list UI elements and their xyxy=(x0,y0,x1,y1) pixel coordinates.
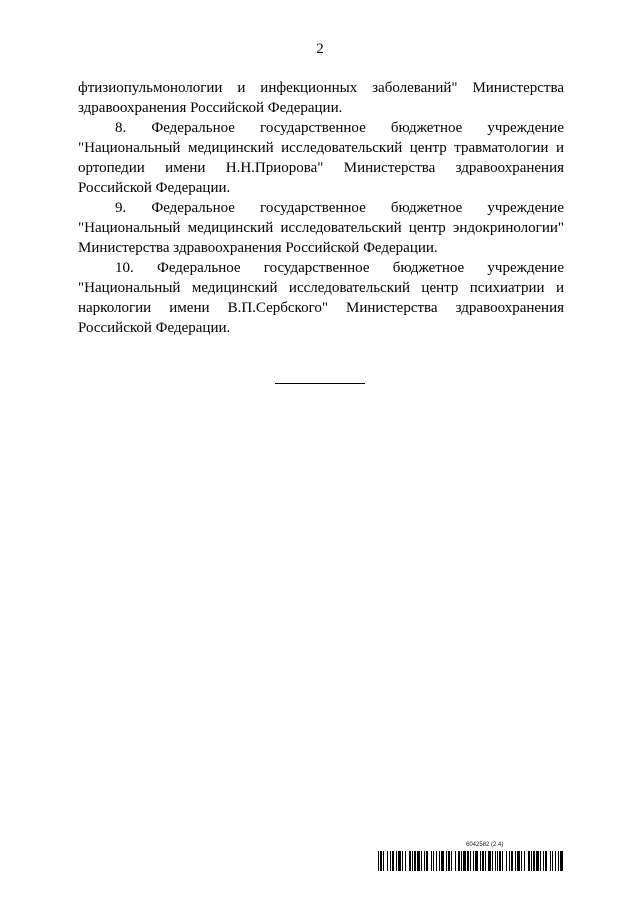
end-divider-line xyxy=(275,383,365,384)
barcode-bar xyxy=(511,851,513,871)
barcode-bar xyxy=(540,851,541,871)
barcode-bar xyxy=(517,851,520,871)
barcode-bar xyxy=(521,851,522,871)
barcode-bar xyxy=(441,851,444,871)
barcode-bar xyxy=(560,851,563,871)
paragraph-item-10: 10. Федеральное государственное бюджетное учреждение "Национальный медицинский исследовательский центр психиатрии и наркологии имени В.П.Сербского" Министерства здравоохранения Российской Федерации. xyxy=(78,260,564,336)
barcode-bar xyxy=(495,851,496,871)
barcode-bar xyxy=(436,851,437,871)
barcode-bar xyxy=(528,851,530,871)
barcode-bar xyxy=(552,851,553,871)
barcode-bar xyxy=(455,851,456,871)
paragraph-item-8: 8. Федеральное государственное бюджетное учреждение "Национальный медицинский исследовательский центр травматологии и ортопедии имени Н.Н.Приорова" Министерства здравоохранения Российской Федерации. xyxy=(78,120,564,196)
barcode-bar xyxy=(497,851,498,871)
barcode-bar xyxy=(475,851,478,871)
barcode-bar xyxy=(488,851,491,871)
barcode-bar xyxy=(378,851,379,871)
barcode-bar xyxy=(431,851,432,871)
barcode-bar xyxy=(412,851,413,871)
barcode-bar xyxy=(506,851,507,871)
document-code: 6042582 (2.4) xyxy=(466,842,504,848)
barcode-bar xyxy=(458,851,460,871)
barcode-bar xyxy=(470,851,471,871)
barcode-bar xyxy=(390,851,391,871)
barcode-bar xyxy=(387,851,388,871)
page-number: 2 xyxy=(316,41,324,57)
barcode-bar xyxy=(396,851,397,871)
barcode-bar xyxy=(558,851,559,871)
barcode-bar xyxy=(524,851,525,871)
barcode-bar xyxy=(502,851,503,871)
barcode-bar xyxy=(392,851,394,871)
paragraph-item-9: 9. Федеральное государственное бюджетное учреждение "Национальный медицинский исследовательский центр эндокринологии" Министерства здравоохранения Российской Федерации. xyxy=(78,200,564,256)
barcode-bar xyxy=(531,851,532,871)
barcode-bar xyxy=(515,851,516,871)
barcode-image xyxy=(378,851,564,871)
barcode-bar xyxy=(480,851,481,871)
barcode-bar xyxy=(383,851,384,871)
barcode-bar xyxy=(414,851,416,871)
barcode-bar xyxy=(543,851,544,871)
barcode-bar xyxy=(467,851,469,871)
paragraph-continuation: фтизиопульмонологии и инфекционных заболеваний" Министерства здравоохранения Российской Федерации. xyxy=(78,80,564,116)
barcode-bar xyxy=(417,851,420,871)
barcode-bar xyxy=(555,851,556,871)
barcode-bar xyxy=(451,851,452,871)
barcode-bar xyxy=(398,851,401,871)
barcode-bar xyxy=(550,851,551,871)
barcode-bar xyxy=(448,851,450,871)
barcode-bar xyxy=(402,851,403,871)
barcode-bar xyxy=(536,851,539,871)
barcode-bar xyxy=(492,851,493,871)
barcode-bar xyxy=(446,851,447,871)
barcode-bar xyxy=(463,851,466,871)
document-body xyxy=(78,78,564,338)
barcode-bar xyxy=(499,851,501,871)
barcode-bar xyxy=(509,851,510,871)
barcode-bar xyxy=(461,851,462,871)
barcode-bar xyxy=(545,851,547,871)
barcode-bar xyxy=(473,851,474,871)
barcode-bar xyxy=(409,851,411,871)
barcode-bar xyxy=(482,851,484,871)
barcode-bar xyxy=(426,851,428,871)
barcode-bar xyxy=(380,851,382,871)
barcode-bar xyxy=(424,851,425,871)
barcode-bar xyxy=(485,851,486,871)
barcode-bar xyxy=(405,851,406,871)
barcode-bar xyxy=(533,851,535,871)
barcode-bar xyxy=(439,851,440,871)
barcode-bar xyxy=(421,851,422,871)
barcode-bar xyxy=(433,851,434,871)
